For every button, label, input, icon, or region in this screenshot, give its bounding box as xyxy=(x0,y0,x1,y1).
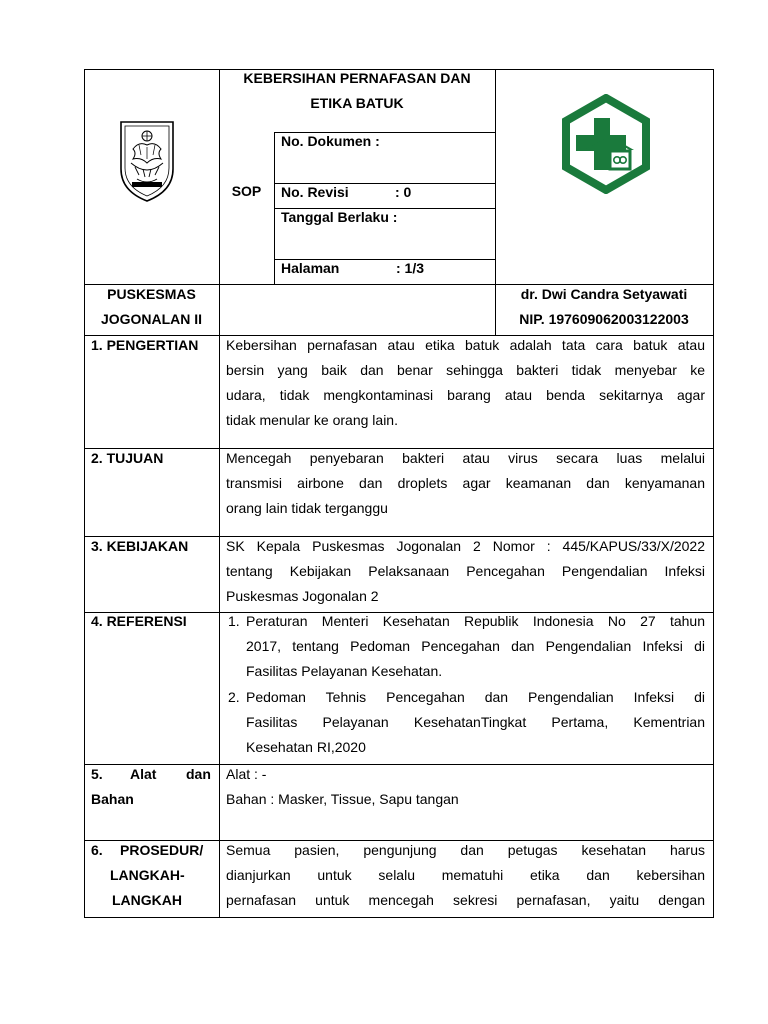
text-line: tidak menular ke orang lain. xyxy=(226,412,398,428)
text-line: 2017, tentang Pedoman Pencegahan dan Pengendalian Infeksi di xyxy=(246,638,705,654)
bahan-value: Bahan : Masker, Tissue, Sapu tangan xyxy=(226,791,459,807)
text-line: Fasilitas Pelayanan KesehatanTingkat Pertama, Kementrian xyxy=(246,714,705,730)
org-name-line1: PUSKESMAS xyxy=(107,286,196,302)
sop-label: SOP xyxy=(231,183,262,199)
text-line: Mencegah penyebaran bakteri atau virus secara luas melalui xyxy=(226,450,705,466)
section-body-kebijakan xyxy=(226,534,705,609)
tanggal-berlaku-label: Tanggal Berlaku : xyxy=(281,209,398,225)
halaman-label: Halaman xyxy=(281,260,340,276)
text-line: Kesehatan RI,2020 xyxy=(246,739,366,755)
text-line: Peraturan Menteri Kesehatan Republik Indonesia No 27 tahun xyxy=(246,613,705,629)
text-line: SK Kepala Puskesmas Jogonalan 2 Nomor : 445/KAPUS/33/X/2022 xyxy=(226,538,705,554)
section-label-alat-num: 5. xyxy=(91,766,103,782)
section-label-alat-word: Alat xyxy=(130,766,157,782)
text-line: transmisi airbone dan droplets agar keamanan dan kenyamanan xyxy=(226,475,705,491)
table-border-left xyxy=(84,69,85,918)
text-line: Kebersihan pernafasan atau etika batuk adalah tata cara batuk atau xyxy=(226,337,705,353)
text-line: pernafasan untuk mencegah sekresi pernafasan, yaitu dengan xyxy=(226,892,705,908)
regency-emblem-icon xyxy=(117,119,177,203)
signer-name: dr. Dwi Candra Setyawati xyxy=(520,286,688,302)
section-label-alat-dan: dan xyxy=(186,766,211,782)
puskesmas-cross-icon xyxy=(556,94,656,194)
section-label-langkah-2: LANGKAH xyxy=(112,892,182,908)
section-label-kebijakan: 3. KEBIJAKAN xyxy=(91,538,189,554)
list-number: 2. xyxy=(228,689,240,705)
halaman-value: : 1/3 xyxy=(396,260,425,276)
text-line: dianjurkan untuk selalu mematuhi etika dan kebersihan xyxy=(226,867,705,883)
org-name-line2: JOGONALAN II xyxy=(100,311,203,327)
section-label-prosedur-num: 6. xyxy=(91,842,103,858)
section-label-langkah-1: LANGKAH- xyxy=(110,867,185,883)
no-revisi-value: : 0 xyxy=(395,184,412,200)
rule-sop-column xyxy=(274,132,275,285)
section-label-tujuan: 2. TUJUAN xyxy=(91,450,164,466)
text-line: tentang Kebijakan Pelaksanaan Pencegahan Pengendalian Infeksi xyxy=(226,563,705,579)
section-label-bahan: Bahan xyxy=(91,791,134,807)
section-label-referensi: 4. REFERENSI xyxy=(91,613,187,629)
text-line: Semua pasien, pengunjung dan petugas kesehatan harus xyxy=(226,842,705,858)
list-item xyxy=(228,609,705,684)
section-body-pengertian xyxy=(226,333,705,433)
text-line: udara, tidak mengkontaminasi barang atau benda sekitarnya agar xyxy=(226,387,705,403)
rule-referensi-bottom xyxy=(84,764,714,765)
text-line: orang lain tidak terganggu xyxy=(226,500,388,516)
list-item xyxy=(228,685,705,760)
text-line: Pedoman Tehnis Pencegahan dan Pengendalian Infeksi di xyxy=(246,689,705,705)
no-revisi-label: No. Revisi xyxy=(281,184,349,200)
section-label-prosedur-word: PROSEDUR/ xyxy=(120,842,204,858)
list-number: 1. xyxy=(228,613,240,629)
text-line: bersin yang baik dan benar sehingga bakteri tidak menyebar ke xyxy=(226,362,705,378)
table-border-bottom xyxy=(84,917,714,918)
text-line: Fasilitas Pelayanan Kesehatan. xyxy=(246,663,443,679)
section-label-pengertian: 1. PENGERTIAN xyxy=(91,337,199,353)
document-title-line2: ETIKA BATUK xyxy=(310,95,404,111)
text-line: Puskesmas Jogonalan 2 xyxy=(226,588,379,604)
signer-nip: NIP. 197609062003122003 xyxy=(519,311,689,327)
document-title-line1: KEBERSIHAN PERNAFASAN DAN xyxy=(243,70,471,86)
alat-value: Alat : - xyxy=(226,766,267,782)
table-border-right xyxy=(713,69,714,918)
section-body-tujuan xyxy=(226,446,705,521)
no-dokumen-label: No. Dokumen : xyxy=(281,133,380,149)
section-body-prosedur xyxy=(226,838,705,913)
